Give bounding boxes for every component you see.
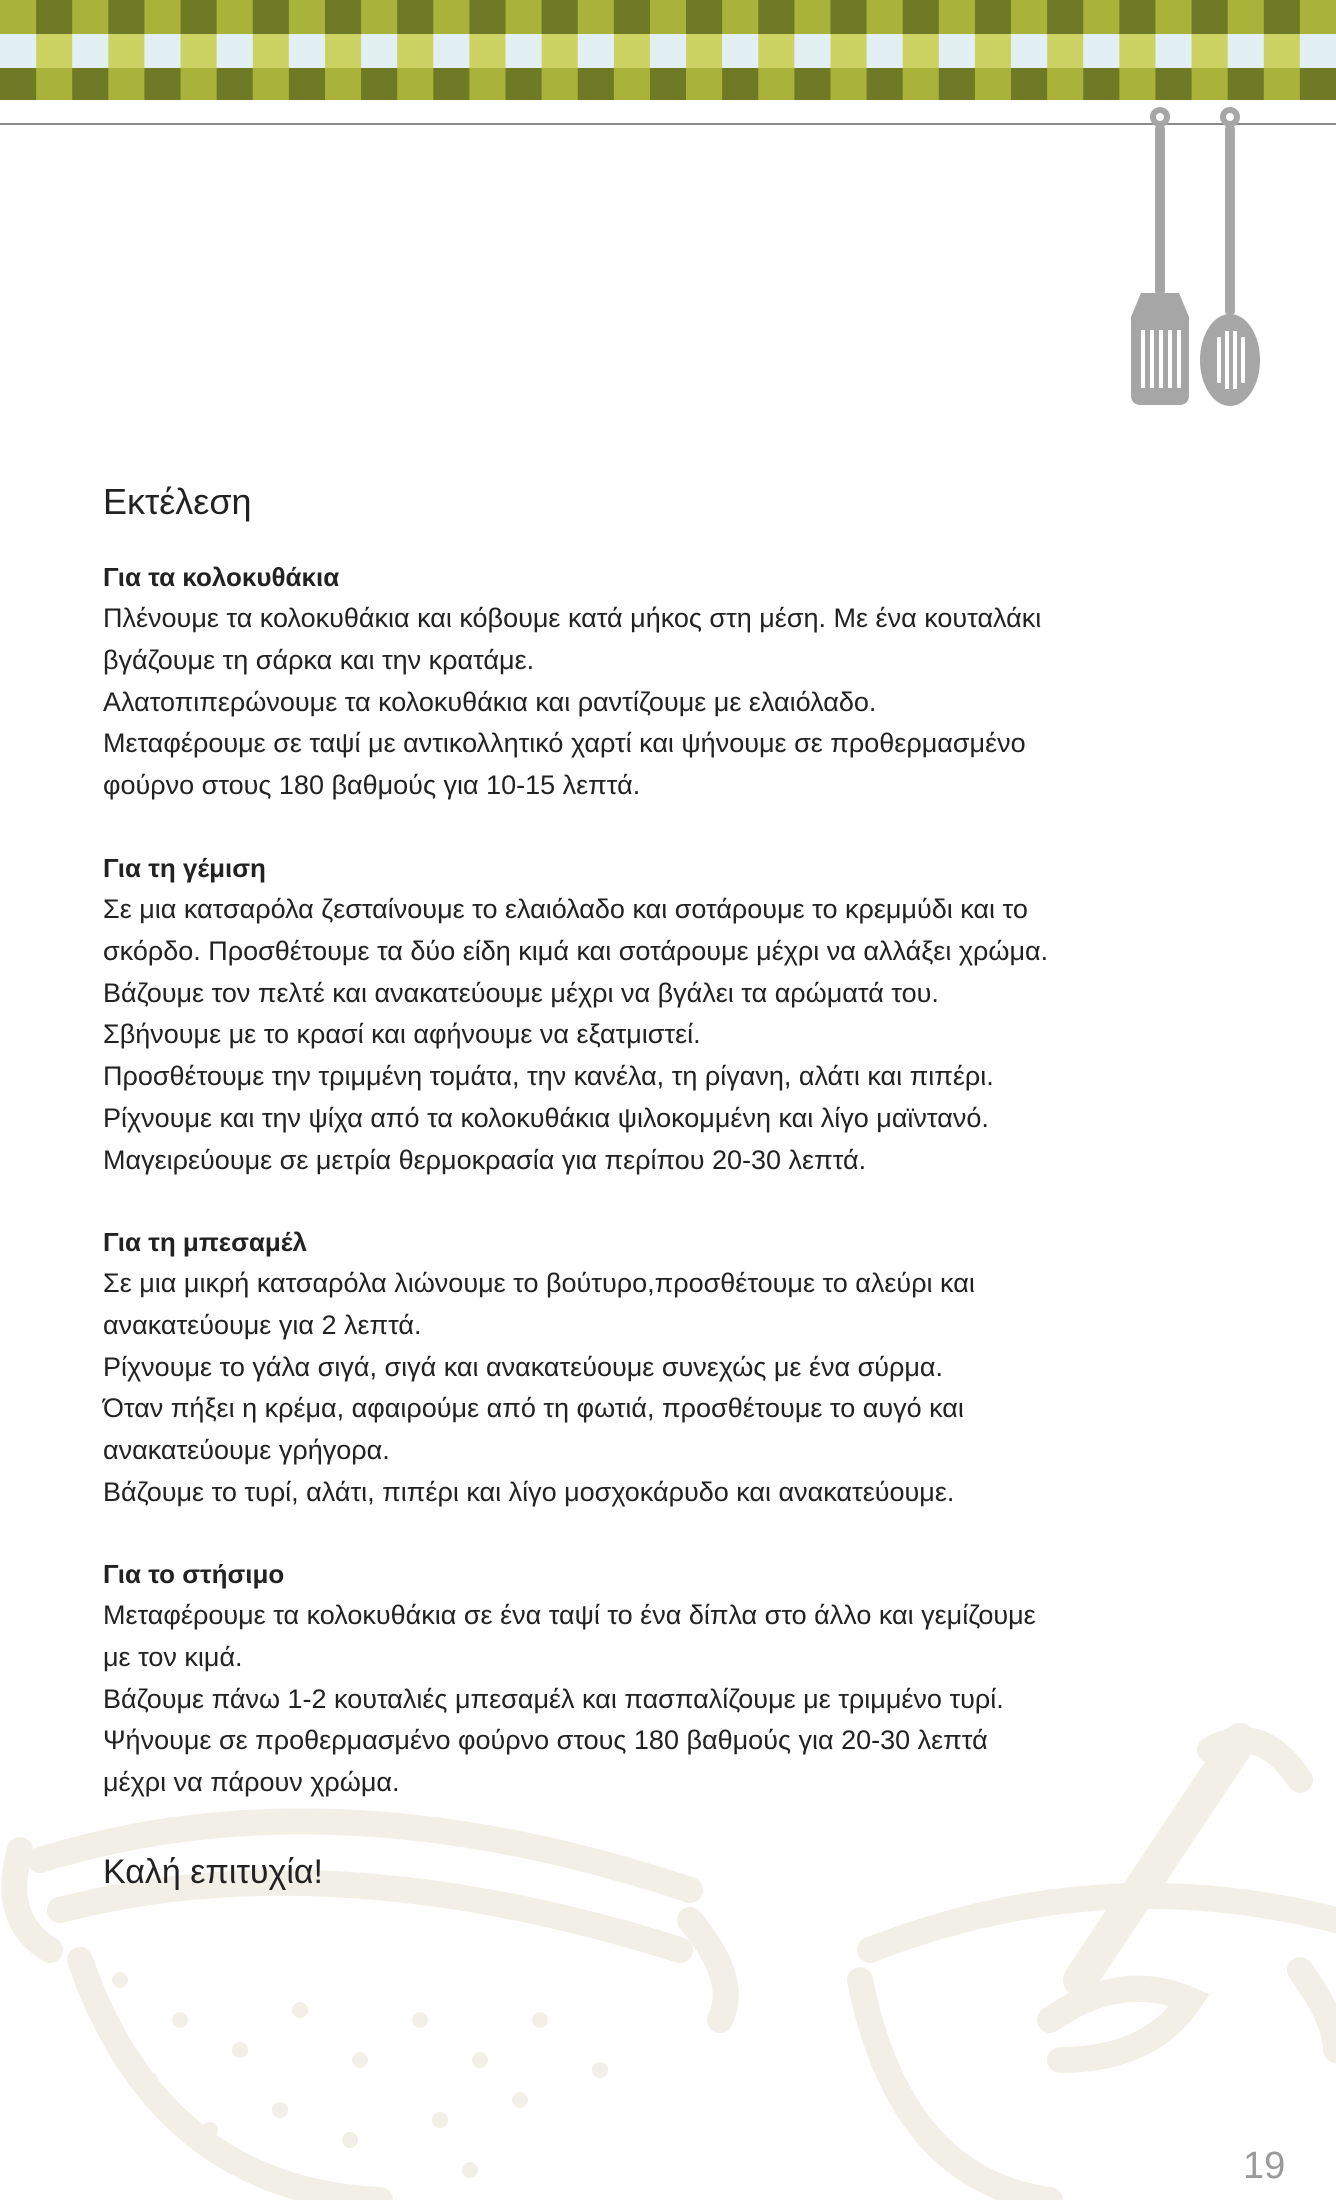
instruction-line: με τον κιμά. — [103, 1641, 243, 1672]
checker-tile — [975, 34, 1012, 68]
checker-tile — [469, 34, 506, 68]
instruction-line: Μεταφέρουμε σε ταψί με αντικολλητικό χαρτί και ψήνουμε σε προθερμασμένο — [103, 728, 1026, 759]
checker-tile — [686, 0, 723, 34]
checker-tile — [0, 0, 37, 34]
checker-tile — [1047, 68, 1084, 100]
instruction-line: Αλατοπιπερώνουμε τα κολοκυθάκια και ραντίζουμε με ελαιόλαδο. — [103, 686, 877, 717]
checker-tile — [397, 68, 434, 100]
checker-tile — [1300, 34, 1336, 68]
checkered-header-band — [0, 0, 1336, 100]
checker-tile — [433, 34, 470, 68]
checker-tile — [1228, 68, 1265, 100]
checker-tile — [181, 0, 218, 34]
instruction-line: Προσθέτουμε την τριμμένη τομάτα, την κανέλα, τη ρίγανη, αλάτι και πιπέρι. — [103, 1061, 994, 1092]
checker-tile — [144, 68, 181, 100]
checker-tile — [1264, 34, 1301, 68]
checker-tile — [614, 0, 651, 34]
checker-tile — [1192, 34, 1229, 68]
checker-tile — [867, 34, 904, 68]
checker-tile — [108, 34, 145, 68]
checker-tile — [1155, 0, 1192, 34]
checker-tile — [903, 34, 940, 68]
section-assembly — [103, 1553, 1223, 1804]
instruction-line: ανακατεύουμε γρήγορα. — [103, 1435, 390, 1466]
checker-tile — [1119, 34, 1156, 68]
checker-tile — [758, 34, 795, 68]
checker-tile — [361, 0, 398, 34]
checker-tile — [217, 34, 254, 68]
hanging-utensils-icon — [1125, 105, 1265, 410]
checker-tile — [433, 68, 470, 100]
checker-tile — [722, 0, 759, 34]
checker-tile — [289, 0, 326, 34]
checker-tile — [722, 68, 759, 100]
checker-tile — [794, 34, 831, 68]
checker-tile — [217, 68, 254, 100]
checker-tile — [1155, 34, 1192, 68]
instruction-line: ανακατεύουμε για 2 λεπτά. — [103, 1309, 422, 1340]
checker-tile — [361, 68, 398, 100]
checker-tile — [325, 68, 362, 100]
section-title: Για τα κολοκυθάκια — [103, 562, 340, 592]
checker-tile — [758, 68, 795, 100]
checker-tile — [181, 68, 218, 100]
checker-tile — [794, 68, 831, 100]
checker-tile — [830, 0, 867, 34]
instruction-line: Μεταφέρουμε τα κολοκυθάκια σε ένα ταψί το ένα δίπλα στο άλλο και γεμίζουμε — [103, 1600, 1036, 1630]
checker-tile — [1083, 68, 1120, 100]
checker-tile — [794, 0, 831, 34]
checker-tile — [686, 68, 723, 100]
checker-tile — [72, 0, 109, 34]
checker-tile — [144, 34, 181, 68]
checker-tile — [542, 68, 579, 100]
instruction-line: σκόρδο. Προσθέτουμε τα δύο είδη κιμά και σοτάρουμε μέχρι να αλλάξει χρώμα. — [103, 935, 1049, 966]
checker-tile — [614, 34, 651, 68]
checker-tile — [650, 68, 687, 100]
checker-tile — [578, 68, 615, 100]
checker-tile — [108, 0, 145, 34]
checker-tile — [36, 0, 73, 34]
checker-tile — [1011, 34, 1048, 68]
checker-tile — [614, 68, 651, 100]
checker-tile — [650, 34, 687, 68]
checker-tile — [1264, 0, 1301, 34]
instruction-line: μέχρι να πάρουν χρώμα. — [103, 1767, 400, 1798]
closing-wish: Καλή επιτυχία! — [103, 1853, 323, 1891]
checker-tile — [542, 34, 579, 68]
checker-tile — [1228, 34, 1265, 68]
checker-tile — [903, 68, 940, 100]
checker-tile — [36, 34, 73, 68]
checker-tile — [253, 0, 290, 34]
instruction-line: Μαγειρεύουμε σε μετρία θερμοκρασία για περίπου 20-30 λεπτά. — [103, 1144, 867, 1175]
checker-tile — [289, 68, 326, 100]
checker-tile — [975, 68, 1012, 100]
checker-tile — [1192, 68, 1229, 100]
checker-tile — [1011, 0, 1048, 34]
checker-tile — [830, 68, 867, 100]
instruction-line: Ρίχνουμε και την ψίχα από τα κολοκυθάκια ψιλοκομμένη και λίγο μαϊντανό. — [103, 1102, 989, 1133]
checker-tile — [542, 0, 579, 34]
checker-tile — [578, 0, 615, 34]
checker-tile — [217, 0, 254, 34]
checker-tile — [506, 68, 543, 100]
instruction-line: Σε μια κατσαρόλα ζεσταίνουμε το ελαιόλαδο και σοτάρουμε το κρεμμύδι και το — [103, 894, 1028, 924]
checker-tile — [1300, 0, 1336, 34]
checker-tile — [975, 0, 1012, 34]
checker-tile — [72, 68, 109, 100]
section-title: Για τη γέμιση — [103, 853, 266, 883]
checker-tile — [181, 34, 218, 68]
instruction-line: Βάζουμε τον πελτέ και ανακατεύουμε μέχρι να βγάλει τα αρώματά του. — [103, 977, 939, 1008]
instruction-line: Πλένουμε τα κολοκυθάκια και κόβουμε κατά μήκος στη μέση. Με ένα κουταλάκι — [103, 603, 1042, 633]
instructions-heading: Εκτέλεση — [103, 481, 252, 522]
instruction-line: Ψήνουμε σε προθερμασμένο φούρνο στους 180 βαθμούς για 20-30 λεπτά — [103, 1725, 988, 1756]
checker-tile — [1011, 68, 1048, 100]
checker-tile — [433, 0, 470, 34]
checker-tile — [72, 34, 109, 68]
checker-tile — [903, 0, 940, 34]
checker-tile — [1119, 0, 1156, 34]
checker-tile — [1264, 68, 1301, 100]
checker-tile — [578, 34, 615, 68]
section-filling — [103, 847, 1223, 1182]
checker-tile — [686, 34, 723, 68]
checker-tile — [1047, 0, 1084, 34]
checker-tile — [325, 0, 362, 34]
instruction-line: φούρνο στους 180 βαθμούς για 10-15 λεπτά. — [103, 770, 641, 801]
checker-tile — [867, 68, 904, 100]
instruction-line: Όταν πήξει η κρέμα, αφαιρούμε από τη φωτιά, προσθέτουμε το αυγό και — [103, 1393, 964, 1424]
instruction-line: Σβήνουμε με το κρασί και αφήνουμε να εξατμιστεί. — [103, 1019, 701, 1050]
checker-tile — [361, 34, 398, 68]
checker-tile — [506, 34, 543, 68]
checker-tile — [325, 34, 362, 68]
checker-tile — [253, 34, 290, 68]
checker-tile — [0, 68, 37, 100]
page-number: 19 — [1243, 2145, 1286, 2187]
checker-tile — [506, 0, 543, 34]
checker-tile — [1119, 68, 1156, 100]
checker-tile — [1192, 0, 1229, 34]
instruction-line: βγάζουμε τη σάρκα και την κρατάμε. — [103, 644, 535, 675]
checker-tile — [1300, 68, 1336, 100]
instruction-line: Ρίχνουμε το γάλα σιγά, σιγά και ανακατεύουμε συνεχώς με ένα σύρμα. — [103, 1351, 944, 1382]
instruction-line: Σε μια μικρή κατσαρόλα λιώνουμε το βούτυρο,προσθέτουμε το αλεύρι και — [103, 1268, 975, 1298]
checker-tile — [397, 34, 434, 68]
checker-tile — [722, 34, 759, 68]
section-bechamel — [103, 1221, 1223, 1514]
checker-tile — [939, 34, 976, 68]
checker-tile — [939, 68, 976, 100]
section-title: Για το στήσιμο — [103, 1559, 285, 1589]
section-title: Για τη μπεσαμέλ — [103, 1227, 307, 1257]
checker-tile — [650, 0, 687, 34]
checker-tile — [36, 68, 73, 100]
instruction-line: Βάζουμε το τυρί, αλάτι, πιπέρι και λίγο μοσχοκάρυδο και ανακατεύουμε. — [103, 1476, 955, 1507]
checker-tile — [144, 0, 181, 34]
checker-tile — [289, 34, 326, 68]
checker-tile — [108, 68, 145, 100]
checker-tile — [867, 0, 904, 34]
checker-tile — [939, 0, 976, 34]
checker-tile — [1083, 0, 1120, 34]
checker-tile — [1155, 68, 1192, 100]
section-zucchini — [103, 556, 1223, 807]
checker-tile — [469, 68, 506, 100]
checker-tile — [1083, 34, 1120, 68]
checker-tile — [758, 0, 795, 34]
checker-tile — [0, 34, 37, 68]
checker-tile — [830, 34, 867, 68]
checker-tile — [1047, 34, 1084, 68]
checker-tile — [469, 0, 506, 34]
checker-tile — [1228, 0, 1265, 34]
checker-tile — [253, 68, 290, 100]
instruction-line: Βάζουμε πάνω 1-2 κουταλιές μπεσαμέλ και πασπαλίζουμε με τριμμένο τυρί. — [103, 1683, 1004, 1714]
checker-tile — [397, 0, 434, 34]
